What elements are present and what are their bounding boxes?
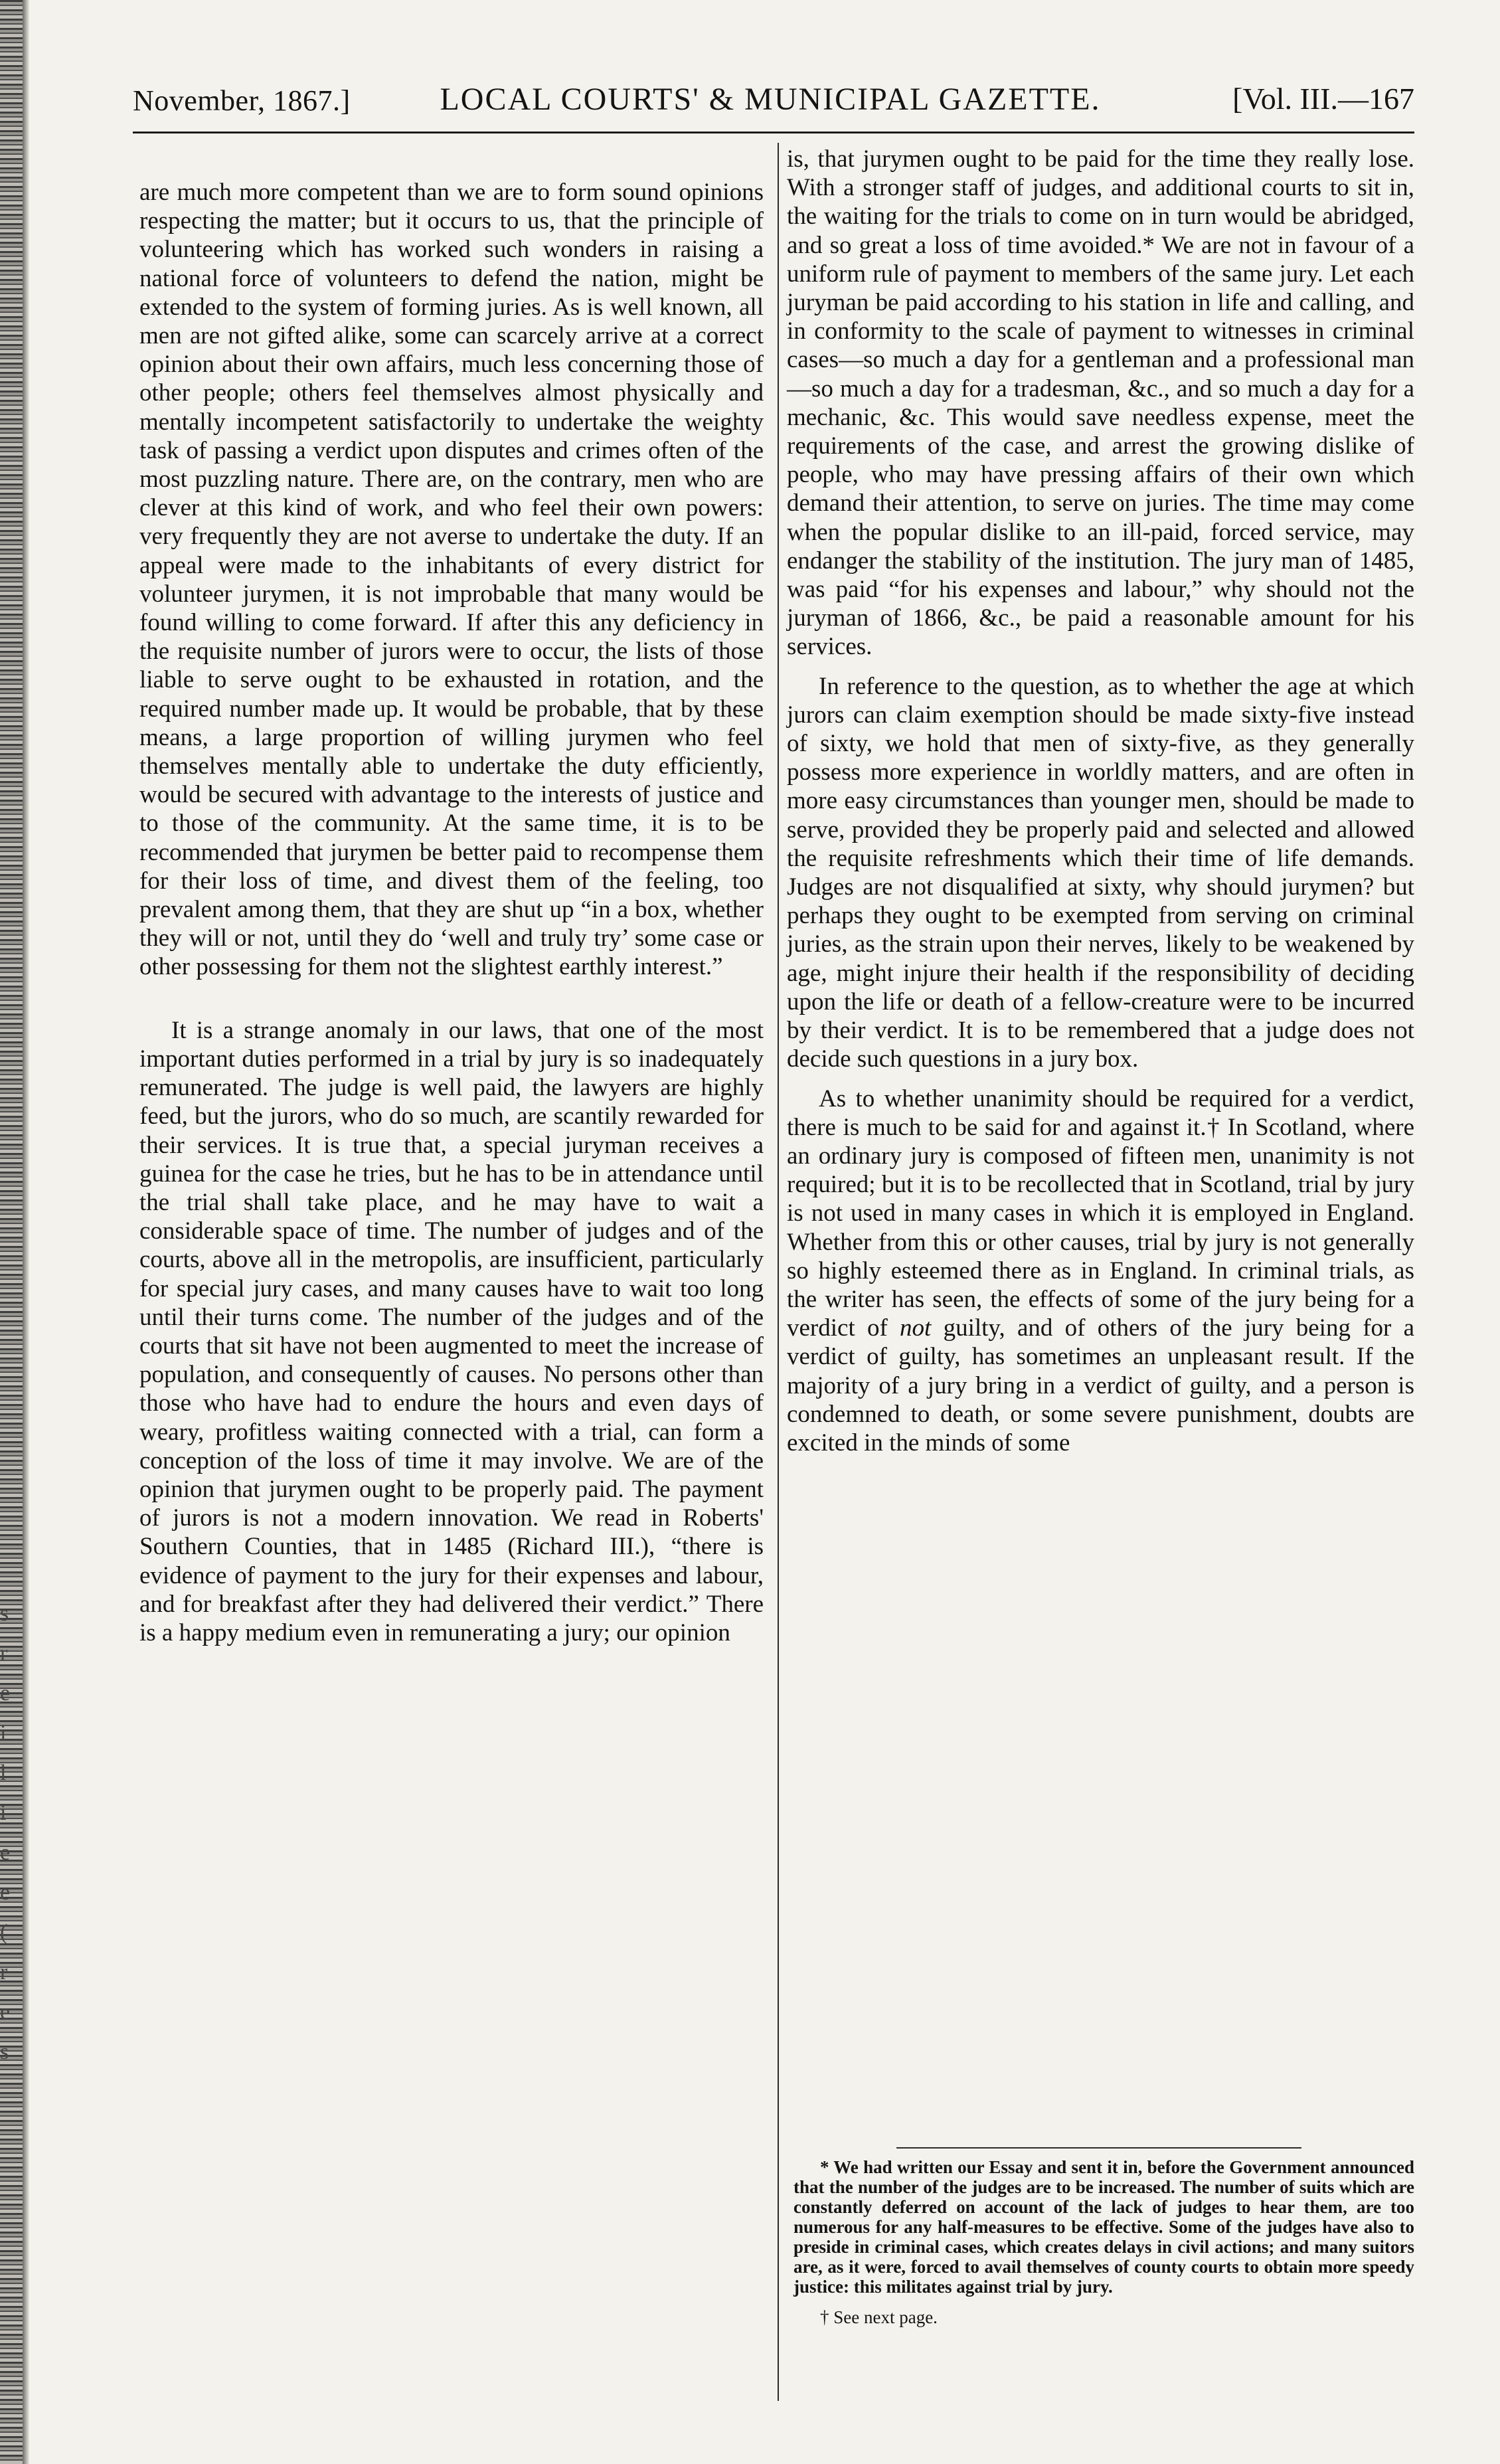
paragraph-text: guilty, and of others of the jury being for a verdict of guilty, has sometimes an unpleasant result. If the majority of a jury bring in a verdict of guilty, and a person is condemned to death, or some severe punishment, doubts are excited in the minds of some [787, 1314, 1415, 1456]
header-volume-page: [Vol. III.—167 [1232, 82, 1414, 116]
paragraph-text: As to whether unanimity should be required for a verdict, there is much to be said for and against it.† In Scotland, where an ordinary jury is composed of fifteen men, unanimity is not required; but it is to be recollected that in Scotland, trial by jury is not used in many cases in which it is employed in England. Whether from this or other causes, trial by jury is not generally so highly esteemed there as in England. In criminal trials, as the writer has seen, the effects of some of the jury being for a verdict of [787, 1085, 1414, 1342]
footnotes [793, 2157, 1414, 2327]
paragraph: In reference to the question, as to whether the age at which jurors can claim exemption should be made sixty-five instead of sixty, we hold that men of sixty-five, as they generally possess more experience in worldly matters, and are often in more easy circumstances than younger men, should be made to serve, provided they be properly paid and selected and allowed the requisite refreshments which their time of life demands. Judges are not disqualified at sixty, why should jurymen? but perhaps they ought to be exempted from serving on criminal juries, as the strain upon their nerves, likely to be weakened by age, might injure their health if the responsibility of deciding upon the life or death of a fellow-creature were to be incurred by their verdict. It is to be remembered that a judge does not decide such questions in a jury box. [787, 672, 1414, 1073]
paragraph: are much more competent than we are to form sound opinions respecting the matter; but it occurs to us, that the principle of volunteering which has worked such wonders in raising a national force of volunteers to defend the nation, might be extended to the system of forming juries. As is well known, all men are not gifted alike, some can scarcely arrive at a correct opinion about their own affairs, much less concerning those of other people; others feel themselves almost physically and mentally incompetent satisfactorily to undertake the weighty task of passing a verdict upon disputes and crimes often of the most puzzling nature. There are, on the contrary, men who are clever at this kind of work, and who feel their own powers: very frequently they are not averse to undertake the duty. If an appeal were made to the inhabitants of every district for volunteer jurymen, it is not improbable that many would be found willing to come forward. If after this any deficiency in the requisite number of jurors were to occur, the lists of those liable to serve ought to be exhausted in rotation, and the required number made up. It would be probable, that by these means, a large proportion of willing jurymen who feel themselves mentally able to undertake the duty efficiently, would be secured with advantage to the interests of justice and to those of the community. At the same time, it is to be recommended that jurymen be better paid to recompense them for their loss of time, and divest them of the feeling, too prevalent among them, that they are shut up “in a box, whether they will or not, until they do ‘well and truly try’ some case or other possessing for them not the slightest earthly interest.” [139, 179, 764, 981]
paragraph: It is a strange anomaly in our laws, that one of the most important duties performed in a trial by jury is so inadequately remunerated. The judge is well paid, the lawyers are highly feed, but the jurors, who do so much, are scantily rewarded for their services. It is true that, a special juryman receives a guinea for the case he tries, but he has to be in attendance until the trial shall take place, and he may have to wait a considerable space of time. The number of judges and of the courts, above all in the metropolis, are insufficient, particularly for special jury cases, and many causes have to wait too long until their turns come. The number of the judges and of the courts that sit have not been augmented to meet the increase of population, and consequently of causes. No persons other than those who have had to endure the hours and even days of weary, profitless waiting connected with a trial, can form a conception of the loss of time it may involve. We are of the opinion that jurymen ought to be properly paid. The payment of jurors is not a modern innovation. We read in Roberts' Southern Counties, that in 1485 (Richard III.), “there is evidence of payment to the jury for their expenses and labour, and for breakfast after they had delivered their verdict.” There is a happy medium even in remunerating a jury; our opinion [139, 1016, 764, 1646]
right-column [787, 145, 1414, 1457]
header-rule [133, 132, 1414, 133]
paragraph [787, 1085, 1414, 1458]
left-column [139, 178, 764, 1647]
header-date: November, 1867.] [133, 84, 351, 117]
binding-shadow [23, 0, 29, 2464]
margin-marks: s r e i l i e e ( r e s [0, 1601, 11, 2064]
paragraph: is, that jurymen ought to be paid for the time they really lose. With a stronger staff of judges, and additional courts to sit in, the waiting for the trials to come on in turn would be abridged, and so great a loss of time avoided.* We are not in favour of a uniform rule of payment to members of the same jury. Let each juryman be paid according to his station in life and calling, and in conformity to the scale of payment to witnesses in criminal cases—so much a day for a gentleman and a professional man—so much a day for a tradesman, &c., and so much a day for a mechanic, &c. This would save needless expense, meet the requirements of the case, and arrest the growing dislike of people, who may have pressing affairs of their own which demand their attention, to serve on juries. The time may come when the popular dislike to an ill-paid, forced service, may endanger the stability of the institution. The jury man of 1485, was paid “for his expenses and labour,” why should not the juryman of 1866, &c., be paid a reasonable amount for his services. [787, 145, 1414, 661]
italic-word: not [900, 1314, 932, 1342]
footnote: * We had written our Essay and sent it in, before the Government announced that the number of the judges are to be increased. The number of suits which are constantly deferred on account of the lack of judges to hear them, are too numerous for any half-measures to be effective. Some of the judges have also to preside in criminal cases, which creates delays in civil actions; and many suitors are, as it were, forced to avail themselves of county courts to obtain more speedy justice: this militates against trial by jury. [793, 2157, 1414, 2297]
page-header [133, 78, 1414, 132]
column-divider [778, 143, 779, 2401]
footnote: † See next page. [820, 2307, 938, 2327]
footnote-rule [896, 2147, 1301, 2149]
header-title: LOCAL COURTS' & MUNICIPAL GAZETTE. [440, 82, 1101, 117]
